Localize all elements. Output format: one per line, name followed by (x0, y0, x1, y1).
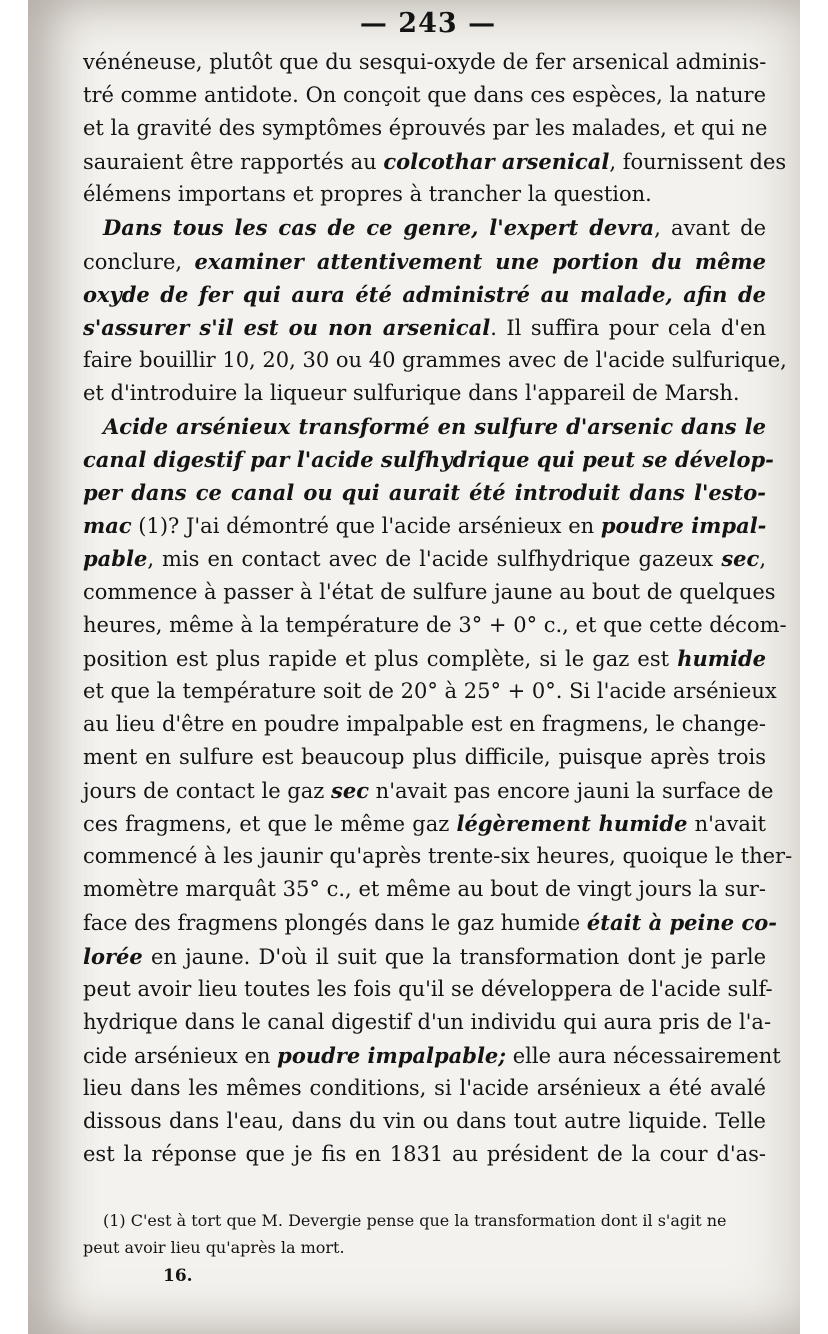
text-line: jours de contact le gaz sec n'avait pas encore jauni la surface de (83, 778, 774, 804)
text-line: dissous dans l'eau, dans du vin ou dans tout autre liquide. Telle (83, 1109, 766, 1133)
text-line: Acide arsénieux transformé en sulfure d'arsenic dans le (103, 414, 766, 440)
text-line: tré comme antidote. On conçoit que dans ces espèces, la nature (83, 83, 766, 108)
text-line: face des fragmens plongés dans le gaz humide était à peine co- (83, 910, 777, 936)
text-line: et que la température soit de 20° à 25° + 0°. Si l'acide arsénieux (83, 678, 777, 703)
text-line: élémens importans et propres à trancher la question. (83, 182, 652, 207)
text-line: conclure, examiner attentivement une portion du même (83, 248, 767, 274)
footnote-line: peut avoir lieu qu'après la mort. (83, 1238, 345, 1257)
body-text (83, 46, 793, 1171)
text-line: canal digestif par l'acide sulfhydrique qui peut se dévelop- (83, 447, 774, 473)
text-line: et d'introduire la liqueur sulfurique dans l'appareil de Marsh. (83, 380, 740, 405)
text-line: cide arsénieux en poudre impalpable; elle aura nécessairement (83, 1042, 781, 1068)
footnote-line: (1) C'est à tort que M. Devergie pense que la transformation dont il s'agit ne (103, 1211, 727, 1230)
text-line: faire bouillir 10, 20, 30 ou 40 grammes avec de l'acide sulfurique, (83, 347, 787, 372)
text-line: mac (1)? J'ai démontré que l'acide arsénieux en poudre impal- (83, 513, 767, 539)
page-number: — 243 — (359, 8, 497, 39)
text-line: Dans tous les cas de ce genre, l'expert devra, avant de (103, 215, 767, 241)
text-line: lieu dans les mêmes conditions, si l'acide arsénieux a été avalé (83, 1075, 766, 1100)
text-line: position est plus rapide et plus complète, si le gaz est humide (83, 645, 766, 671)
text-line: commence à passer à l'état de sulfure jaune au bout de quelques (83, 579, 776, 604)
text-line: vénéneuse, plutôt que du sesqui-oxyde de fer arsenical adminis- (83, 50, 767, 74)
text-line: commencé à les jaunir qu'après trente-six heures, quoique le ther- (83, 844, 793, 869)
text-line: heures, même à la température de 3° + 0° c., et que cette décom- (83, 612, 787, 637)
text-line: hydrique dans le canal digestif d'un individu qui aura pris de l'a- (83, 1009, 772, 1034)
text-line: oxyde de fer qui aura été administré au malade, afin de (83, 281, 766, 307)
signature-mark: 16. (163, 1266, 193, 1286)
text-line: ment en sulfure est beaucoup plus difficile, puisque après trois (83, 744, 766, 769)
text-line: ces fragmens, et que le même gaz légèrement humide n'avait (83, 811, 766, 837)
book-page (28, 0, 800, 1334)
text-line: momètre marquât 35° c., et même au bout de vingt jours la sur- (83, 877, 766, 902)
text-line: lorée en jaune. D'où il suit que la transformation dont je parle (83, 943, 766, 969)
footnote (83, 1207, 773, 1261)
text-line: s'assurer s'il est ou non arsenical. Il suffira pour cela d'en (83, 314, 766, 340)
text-line: et la gravité des symptômes éprouvés par les malades, et qui ne (83, 116, 768, 141)
text-line: sauraient être rapportés au colcothar arsenical, fournissent des (83, 149, 787, 175)
text-line: au lieu d'être en poudre impalpable est en fragmens, le change- (83, 711, 766, 736)
text-line: est la réponse que je fis en 1831 au président de la cour d'as- (83, 1142, 766, 1167)
text-line: pable, mis en contact avec de l'acide sulfhydrique gazeux sec, (83, 546, 766, 572)
text-line: per dans ce canal ou qui aurait été introduit dans l'esto- (83, 480, 766, 506)
text-line: peut avoir lieu toutes les fois qu'il se développera de l'acide sulf- (83, 976, 773, 1001)
